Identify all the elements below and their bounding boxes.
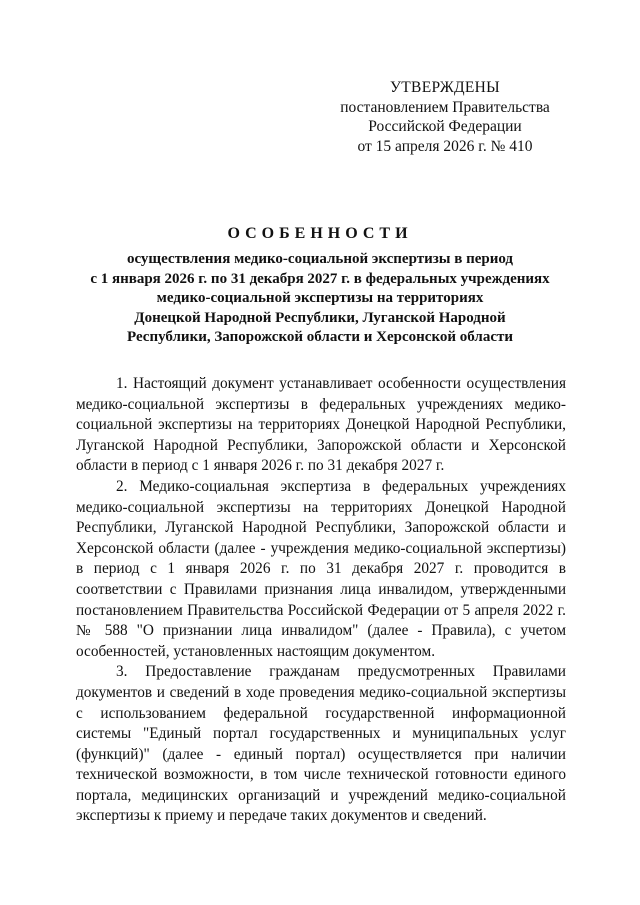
subtitle-line-5: Республики, Запорожской области и Херсонской области	[126, 329, 513, 346]
document-subtitle	[60, 250, 580, 348]
subtitle-line-3: медико-социальной экспертизы на территориях	[156, 290, 484, 307]
paragraph-1: 1. Настоящий документ устанавливает особенности осуществления медико-социальной экспертизы в федеральных учреждениях медико-социальной экспертизы на территориях Донецкой Народной Республики, Луганской Народной Республики, Запорожской области и Херсонской области в период с 1 января 2026 г. по 31 декабря 2027 г.	[76, 375, 566, 475]
approval-block	[340, 78, 550, 156]
document-body	[76, 374, 566, 827]
paragraph-3: 3. Предоставление гражданам предусмотренных Правилами документов и сведений в ходе проведения медико-социальной экспертизы с использованием федеральной государственной информационной системы "Единый портал государственных и муниципальных услуг (функций)" (далее - единый портал) осуществляется при наличии технической возможности, в том числе технической готовности единого портала, медицинских организаций и учреждений медико-социальной экспертизы к приему и передаче таких документов и сведений.	[76, 663, 566, 825]
paragraph-2: 2. Медико-социальная экспертиза в федеральных учреждениях медико-социальной экспертизы на территориях Донецкой Народной Республики, Луганской Народной Республики, Запорожской области и Херсонской области (далее - учреждения медико-социальной экспертизы) в период с 1 января 2026 г. по 31 декабря 2027 г. проводится в соответствии с Правилами признания лица инвалидом, утвержденными постановлением Правительства Российской Федерации от 5 апреля 2022 г. № 588 "О признании лица инвалидом" (далее - Правила), с учетом особенностей, установленных настоящим документом.	[76, 477, 566, 660]
approval-line-3: от 15 апреля 2026 г. № 410	[357, 137, 533, 155]
subtitle-line-2: с 1 января 2026 г. по 31 декабря 2027 г. в федеральных учреждениях	[90, 270, 550, 287]
approval-heading: УТВЕРЖДЕНЫ	[390, 79, 500, 96]
subtitle-line-1: осуществления медико-социальной экспертизы в период	[126, 251, 514, 267]
approval-line-1: постановлением Правительства	[340, 98, 550, 116]
document-title: ОСОБЕННОСТИ	[227, 225, 413, 242]
subtitle-line-4: Донецкой Народной Республики, Луганской Народной	[134, 309, 506, 326]
approval-line-2: Российской Федерации	[368, 118, 522, 135]
